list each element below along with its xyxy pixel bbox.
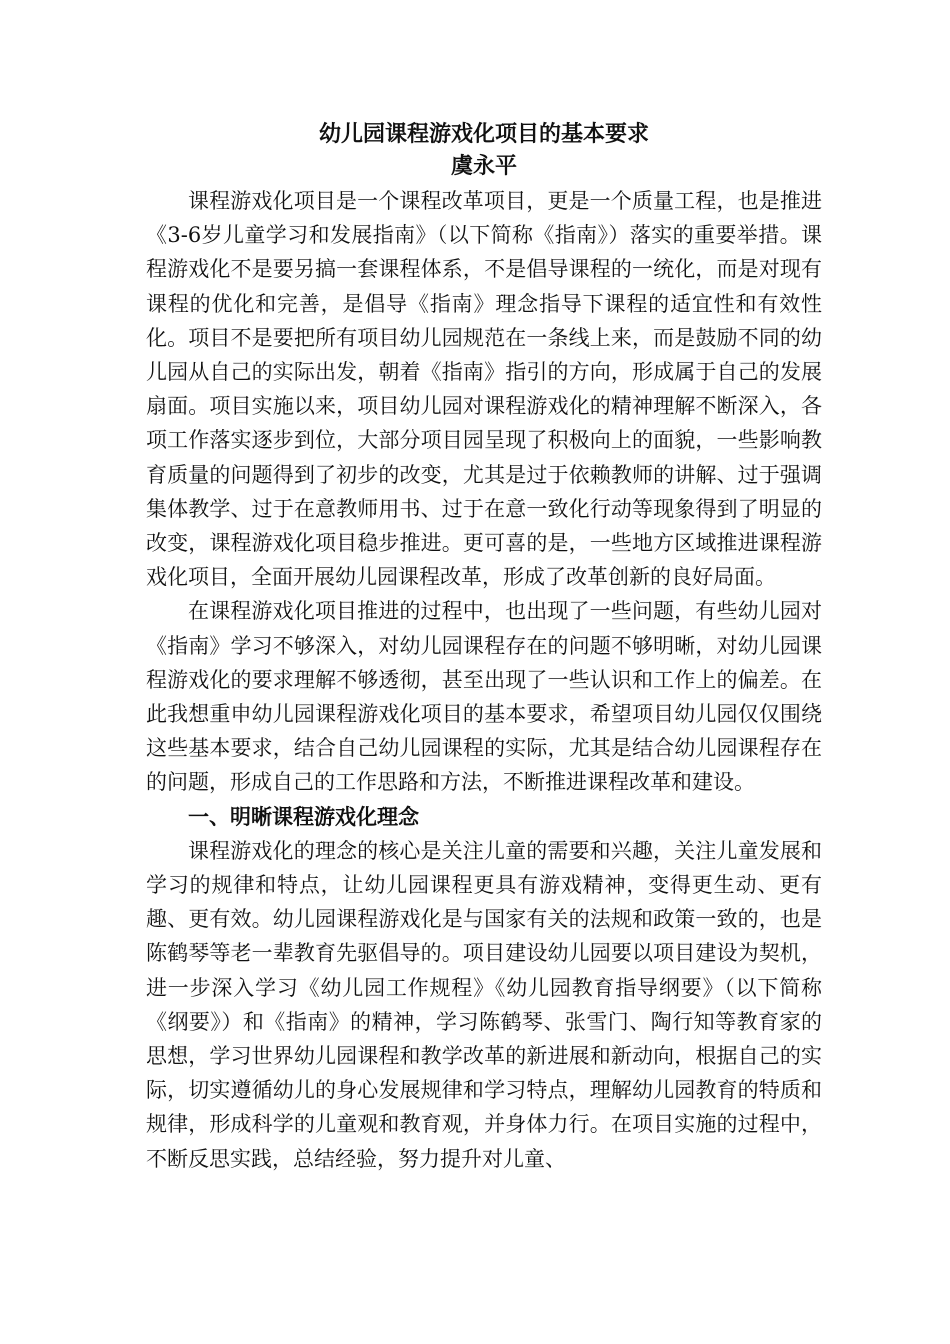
- body-paragraph-1: 课程游戏化项目是一个课程改革项目，更是一个质量工程，也是推进《3-6岁儿童学习和发展指南》（以下简称《指南》）落实的重要举措。课程游戏化不是要另搞一套课程体系，不是倡导课程的一统化，而是对现有课程的优化和完善，是倡导《指南》理念指导下课程的适宜性和有效性化。项目不是要把所有项目幼儿园规范在一条线上来，而是鼓励不同的幼儿园从自己的实际出发，朝着《指南》指引的方向，形成属于自己的发展扇面。项目实施以来，项目幼儿园对课程游戏化的精神理解不断深入，各项工作落实逐步到位，大部分项目园呈现了积极向上的面貌，一些影响教育质量的问题得到了初步的改变，尤其是过于依赖教师的讲解、过于强调集体教学、过于在意教师用书、过于在意一致化行动等现象得到了明显的改变，课程游戏化项目稳步推进。更可喜的是，一些地方区域推进课程游戏化项目，全面开展幼儿园课程改革，形成了改革创新的良好局面。: [146, 189, 822, 590]
- body-paragraph-2: 在课程游戏化项目推进的过程中，也出现了一些问题，有些幼儿园对《指南》学习不够深入，对幼儿园课程存在的问题不够明晰，对幼儿园课程游戏化的要求理解不够透彻，甚至出现了一些认识和工作上的偏差。在此我想重申幼儿园课程游戏化项目的基本要求，希望项目幼儿园仅仅围绕这些基本要求，结合自己幼儿园课程的实际，尤其是结合幼儿园课程存在的问题，形成自己的工作思路和方法，不断推进课程改革和建设。: [146, 599, 822, 795]
- section-paragraph: 课程游戏化的理念的核心是关注儿童的需要和兴趣，关注儿童发展和学习的规律和特点，让幼儿园课程更具有游戏精神，变得更生动、更有趣、更有效。幼儿园课程游戏化是与国家有关的法规和政策一致的，也是陈鹤琴等老一辈教育先驱倡导的。项目建设幼儿园要以项目建设为契机，进一步深入学习《幼儿园工作规程》《幼儿园教育指导纲要》（以下简称《纲要》）和《指南》的精神，学习陈鹤琴、张雪门、陶行知等教育家的思想，学习世界幼儿园课程和教学改革的新进展和新动向，根据自己的实际，切实遵循幼儿的身心发展规律和学习特点，理解幼儿园教育的特质和规律，形成科学的儿童观和教育观，并身体力行。在项目实施的过程中，不断反思实践，总结经验，努力提升对儿童、: [146, 838, 822, 1171]
- document-author: 虞永平: [450, 153, 517, 179]
- section-heading: 一、明晰课程游戏化理念: [188, 803, 419, 829]
- document-title: 幼儿园课程游戏化项目的基本要求: [318, 121, 649, 147]
- document-page: [146, 118, 822, 1176]
